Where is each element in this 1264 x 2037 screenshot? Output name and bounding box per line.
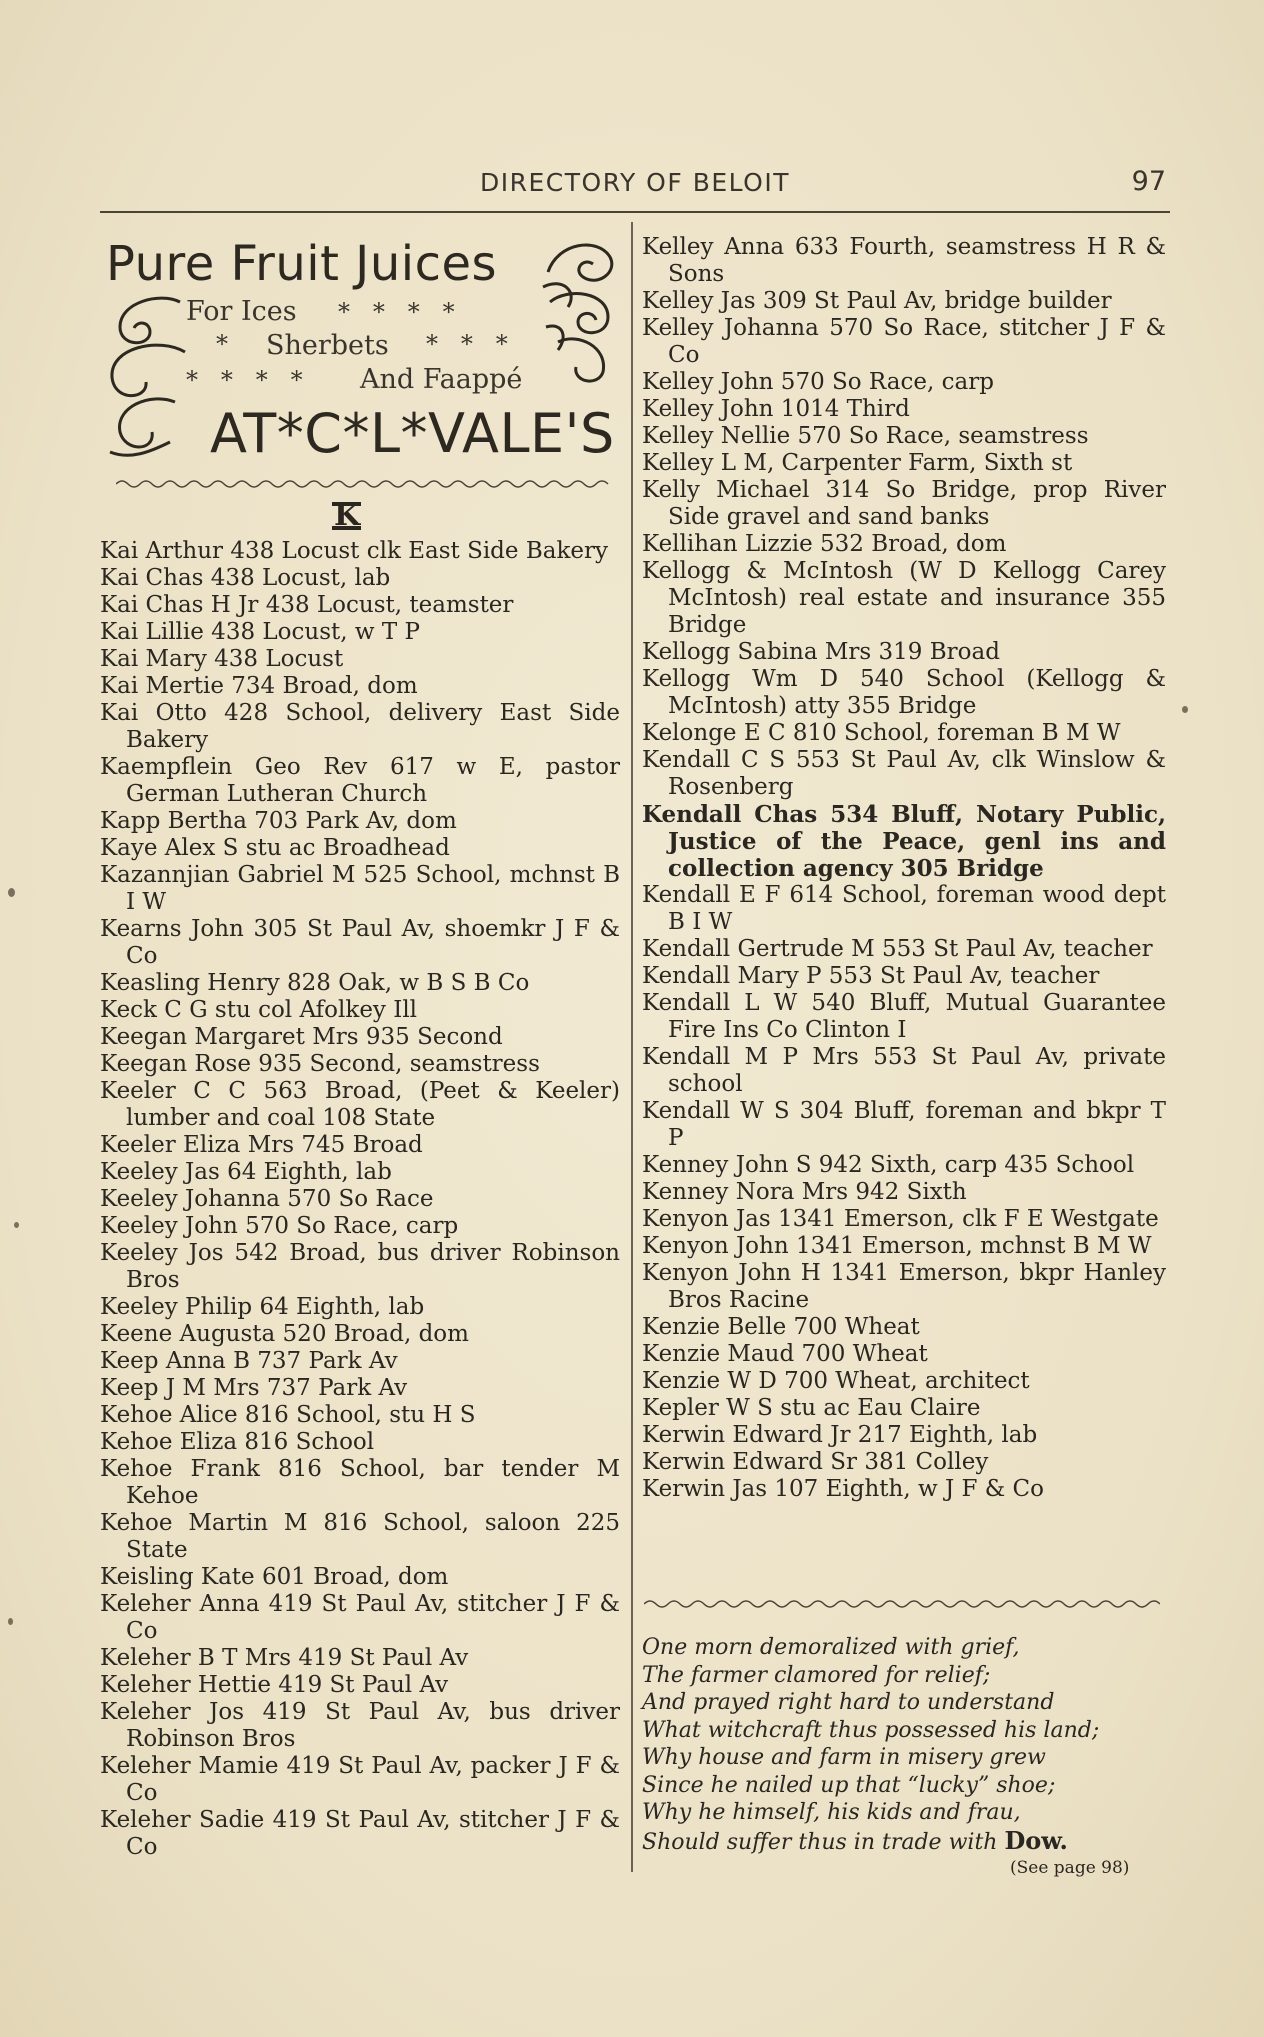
list-item: Keeley Philip 64 Eighth, lab — [100, 1294, 425, 1320]
list-item: Keleher Anna 419 St Paul Av, stitcher J F & Co — [100, 1591, 620, 1644]
list-item: Kapp Bertha 703 Park Av, dom — [100, 808, 457, 834]
print-speck — [8, 1618, 13, 1625]
print-speck — [8, 888, 15, 897]
list-item: Kehoe Eliza 816 School — [100, 1429, 375, 1455]
poem-line: The farmer clamored for relief; — [642, 1662, 991, 1688]
poem-line: Should suffer thus in trade with — [642, 1829, 998, 1855]
poem-line: One morn demoralized with grief, — [642, 1635, 1020, 1660]
list-item: Kelonge E C 810 School, foreman B M W — [642, 720, 1121, 746]
page-title: DIRECTORY OF BELOIT — [480, 168, 790, 197]
print-speck — [14, 1222, 19, 1228]
list-item: Keleher Mamie 419 St Paul Av, packer J F & Co — [100, 1753, 620, 1806]
scroll-ornament-icon — [100, 292, 190, 462]
list-item: Kelley Johanna 570 So Race, stitcher J F & Co — [642, 315, 1166, 368]
poem — [642, 1634, 1162, 1856]
page-number: 97 — [1131, 166, 1166, 197]
poem-line-last — [642, 1827, 1162, 1857]
list-item: Kerwin Edward Jr 217 Eighth, lab — [642, 1422, 1038, 1448]
ad-line-ices: For Ices — [186, 296, 297, 327]
list-item: Kendall Chas 534 Bluff, Notary Public, Justice of the Peace, genl ins and collection agency 305 Bridge — [642, 801, 1166, 882]
list-item: Kellogg Wm D 540 School (Kellogg & McIntosh) atty 355 Bridge — [642, 666, 1166, 719]
list-item: Kelly Michael 314 So Bridge, prop River Side gravel and sand banks — [642, 477, 1166, 530]
list-item: Kepler W S stu ac Eau Claire — [642, 1395, 981, 1421]
list-item: Kai Arthur 438 Locust clk East Side Bakery — [100, 538, 608, 564]
poem-line: Why house and farm in misery grew — [642, 1745, 1046, 1770]
left-column-entries — [100, 538, 620, 1861]
list-item: Kai Lillie 438 Locust, w T P — [100, 619, 421, 645]
ad-title: Pure Fruit Juices — [106, 236, 498, 292]
list-item: Kelley Anna 633 Fourth, seamstress H R & Sons — [642, 234, 1166, 287]
list-item: Keeler Eliza Mrs 745 Broad — [100, 1132, 423, 1158]
list-item: Keeley Jas 64 Eighth, lab — [100, 1159, 392, 1185]
poem-line: What witchcraft thus possessed his land; — [642, 1717, 1100, 1743]
list-item: Kendall L W 540 Bluff, Mutual Guarantee Fire Ins Co Clinton I — [642, 990, 1166, 1043]
list-item: Kerwin Edward Sr 381 Colley — [642, 1449, 989, 1475]
list-item: Kendall E F 614 School, foreman wood dept B I W — [642, 882, 1166, 935]
print-speck — [1182, 706, 1188, 713]
list-item: Kehoe Frank 816 School, bar tender M Kehoe — [100, 1456, 620, 1509]
list-item: Kellogg & McIntosh (W D Kellogg Carey McIntosh) real estate and insurance 355 Bridge — [642, 558, 1166, 638]
list-item: Kenney John S 942 Sixth, carp 435 School — [642, 1152, 1135, 1178]
list-item: Kendall M P Mrs 553 St Paul Av, private school — [642, 1044, 1166, 1097]
list-item: Kaye Alex S stu ac Broadhead — [100, 835, 450, 861]
list-item: Kenzie W D 700 Wheat, architect — [642, 1368, 1030, 1394]
list-item: Kelley Jas 309 St Paul Av, bridge builder — [642, 288, 1112, 314]
list-item: Keep Anna B 737 Park Av — [100, 1348, 398, 1374]
list-item: Keleher Sadie 419 St Paul Av, stitcher J F & Co — [100, 1807, 620, 1860]
list-item: Kelley Nellie 570 So Race, seamstress — [642, 423, 1089, 449]
list-item: Kehoe Martin M 816 School, saloon 225 State — [100, 1510, 620, 1563]
list-item: Keegan Margaret Mrs 935 Second — [100, 1024, 503, 1050]
section-letter: K — [334, 498, 360, 533]
list-item: Keeley Jos 542 Broad, bus driver Robinson Bros — [100, 1240, 620, 1293]
list-item: Keeley Johanna 570 So Race — [100, 1186, 434, 1212]
poem-line: Why he himself, his kids and frau, — [642, 1800, 1021, 1825]
list-item: Kenzie Belle 700 Wheat — [642, 1314, 920, 1340]
right-column-entries — [642, 234, 1166, 1503]
wavy-divider — [116, 478, 616, 490]
ad-line-sherbets: Sherbets — [266, 330, 389, 361]
list-item: Kelley John 570 So Race, carp — [642, 369, 994, 395]
list-item: Kellogg Sabina Mrs 319 Broad — [642, 639, 1000, 665]
list-item: Kai Mertie 734 Broad, dom — [100, 673, 418, 699]
list-item: Kendall C S 553 St Paul Av, clk Winslow & Rosenberg — [642, 747, 1166, 800]
list-item: Kai Chas 438 Locust, lab — [100, 565, 391, 591]
scroll-ornament-icon — [538, 232, 618, 392]
list-item: Keleher Jos 419 St Paul Av, bus driver Robinson Bros — [100, 1699, 620, 1752]
list-item: Keeler C C 563 Broad, (Peet & Keeler) lumber and coal 108 State — [100, 1078, 620, 1131]
list-item: Kai Otto 428 School, delivery East Side Bakery — [100, 700, 620, 753]
poem-line: Since he nailed up that “lucky” shoe; — [642, 1772, 1056, 1798]
list-item: Kelley John 1014 Third — [642, 396, 910, 422]
list-item: Kenyon Jas 1341 Emerson, clk F E Westgate — [642, 1206, 1159, 1232]
list-item: Kendall W S 304 Bluff, foreman and bkpr T P — [642, 1098, 1166, 1151]
ad-stars: * * * * — [338, 298, 455, 326]
list-item: Keene Augusta 520 Broad, dom — [100, 1321, 469, 1347]
list-item: Kearns John 305 St Paul Av, shoemkr J F & Co — [100, 916, 620, 969]
list-item: Kendall Gertrude M 553 St Paul Av, teacher — [642, 936, 1153, 962]
column-divider — [631, 222, 633, 1872]
fruit-juice-advertisement — [100, 232, 620, 482]
list-item: Kenyon John 1341 Emerson, mchnst B M W — [642, 1233, 1152, 1259]
list-item: Kaempflein Geo Rev 617 w E, pastor German Lutheran Church — [100, 754, 620, 807]
list-item: Kai Mary 438 Locust — [100, 646, 344, 672]
header-rule — [100, 211, 1170, 213]
ad-stars: * * * — [426, 330, 508, 358]
wavy-divider — [644, 1598, 1160, 1610]
list-item: Kai Chas H Jr 438 Locust, teamster — [100, 592, 514, 618]
list-item: Keegan Rose 935 Second, seamstress — [100, 1051, 540, 1077]
list-item: Kenzie Maud 700 Wheat — [642, 1341, 928, 1367]
list-item: Kendall Mary P 553 St Paul Av, teacher — [642, 963, 1100, 989]
list-item: Kenyon John H 1341 Emerson, bkpr Hanley Bros Racine — [642, 1260, 1166, 1313]
list-item: Keleher B T Mrs 419 St Paul Av — [100, 1645, 469, 1671]
list-item: Keck C G stu col Afolkey Ill — [100, 997, 418, 1023]
list-item: Kellihan Lizzie 532 Broad, dom — [642, 531, 1007, 557]
list-item: Kehoe Alice 816 School, stu H S — [100, 1402, 476, 1428]
list-item: Kazannjian Gabriel M 525 School, mchnst B I W — [100, 862, 620, 915]
list-item: Kenney Nora Mrs 942 Sixth — [642, 1179, 967, 1205]
poem-line: And prayed right hard to understand — [642, 1690, 1055, 1715]
list-item: Keeley John 570 So Race, carp — [100, 1213, 459, 1239]
list-item: Keleher Hettie 419 St Paul Av — [100, 1672, 449, 1698]
ad-line-faappe: And Faappé — [360, 364, 523, 395]
list-item: Keisling Kate 601 Broad, dom — [100, 1564, 449, 1590]
ad-stars: * * * * — [186, 366, 303, 394]
list-item: Kerwin Jas 107 Eighth, w J F & Co — [642, 1476, 1044, 1502]
list-item: Keasling Henry 828 Oak, w B S B Co — [100, 970, 530, 996]
see-page-note: (See page 98) — [1010, 1858, 1130, 1878]
poem-last-word: Dow. — [1004, 1825, 1068, 1855]
list-item: Keep J M Mrs 737 Park Av — [100, 1375, 408, 1401]
page-header — [100, 164, 1170, 204]
ad-signature: AT*C*L*VALE'S — [210, 402, 615, 465]
ad-stars: * — [216, 330, 228, 358]
list-item: Kelley L M, Carpenter Farm, Sixth st — [642, 450, 1073, 476]
